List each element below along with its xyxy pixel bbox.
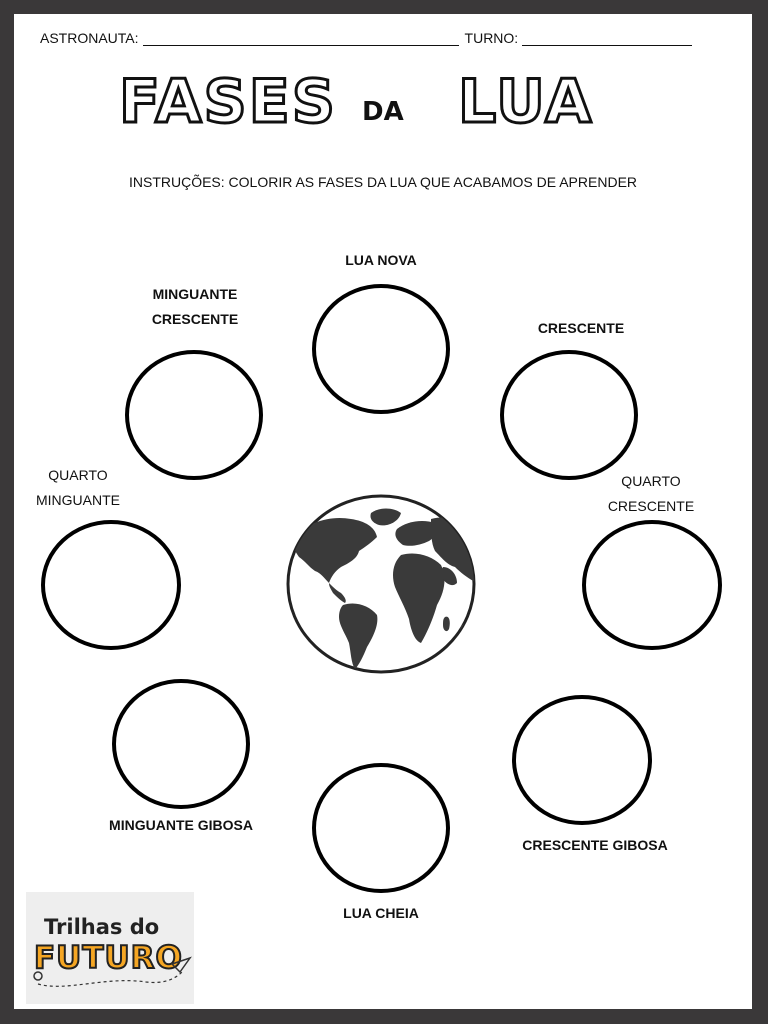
moon-circle-quarto-minguante[interactable]	[41, 520, 181, 650]
earth-globe-illustration	[285, 493, 477, 675]
moon-circle-quarto-crescente[interactable]	[582, 520, 722, 650]
label-quarto-crescente: QUARTO CRESCENTE	[607, 473, 695, 514]
shift-field[interactable]	[522, 30, 692, 46]
label-lua-cheia: LUA CHEIA	[343, 905, 419, 921]
logo-graphic	[26, 892, 194, 1004]
logo-line1: Trilhas do	[44, 915, 160, 939]
label-minguante-gibosa: MINGUANTE GIBOSA	[109, 817, 253, 833]
moon-circle-minguante-crescente[interactable]	[125, 350, 263, 480]
logo-line2: FUTURO	[34, 940, 183, 976]
label-quarto-minguante: QUARTO MINGUANTE	[36, 467, 120, 508]
label-crescente: CRESCENTE	[537, 320, 625, 336]
page-title	[14, 72, 752, 142]
astronaut-label: ASTRONAUTA:	[40, 30, 139, 46]
trilhas-do-futuro-logo	[26, 892, 194, 1004]
moon-circle-lua-nova[interactable]	[312, 284, 450, 414]
moon-circle-crescente[interactable]	[500, 350, 638, 480]
title-word-lua: LUA	[458, 72, 594, 137]
label-lua-nova: LUA NOVA	[345, 252, 417, 268]
title-word-da: DA	[362, 97, 404, 127]
label-minguante-crescente: MINGUANTE CRESCENTE	[151, 286, 239, 327]
moon-circle-crescente-gibosa[interactable]	[512, 695, 652, 825]
shift-label: TURNO:	[464, 30, 519, 46]
title-word-fases: FASES	[119, 72, 337, 137]
moon-circle-lua-cheia[interactable]	[312, 763, 450, 893]
moon-circle-minguante-gibosa[interactable]	[112, 679, 250, 809]
worksheet-page	[14, 14, 752, 1009]
instructions-text: INSTRUÇÕES: COLORIR AS FASES DA LUA QUE ACABAMOS DE APRENDER	[128, 174, 638, 190]
label-crescente-gibosa: CRESCENTE GIBOSA	[522, 837, 668, 853]
header-fields	[40, 30, 692, 46]
astronaut-name-field[interactable]	[143, 30, 459, 46]
